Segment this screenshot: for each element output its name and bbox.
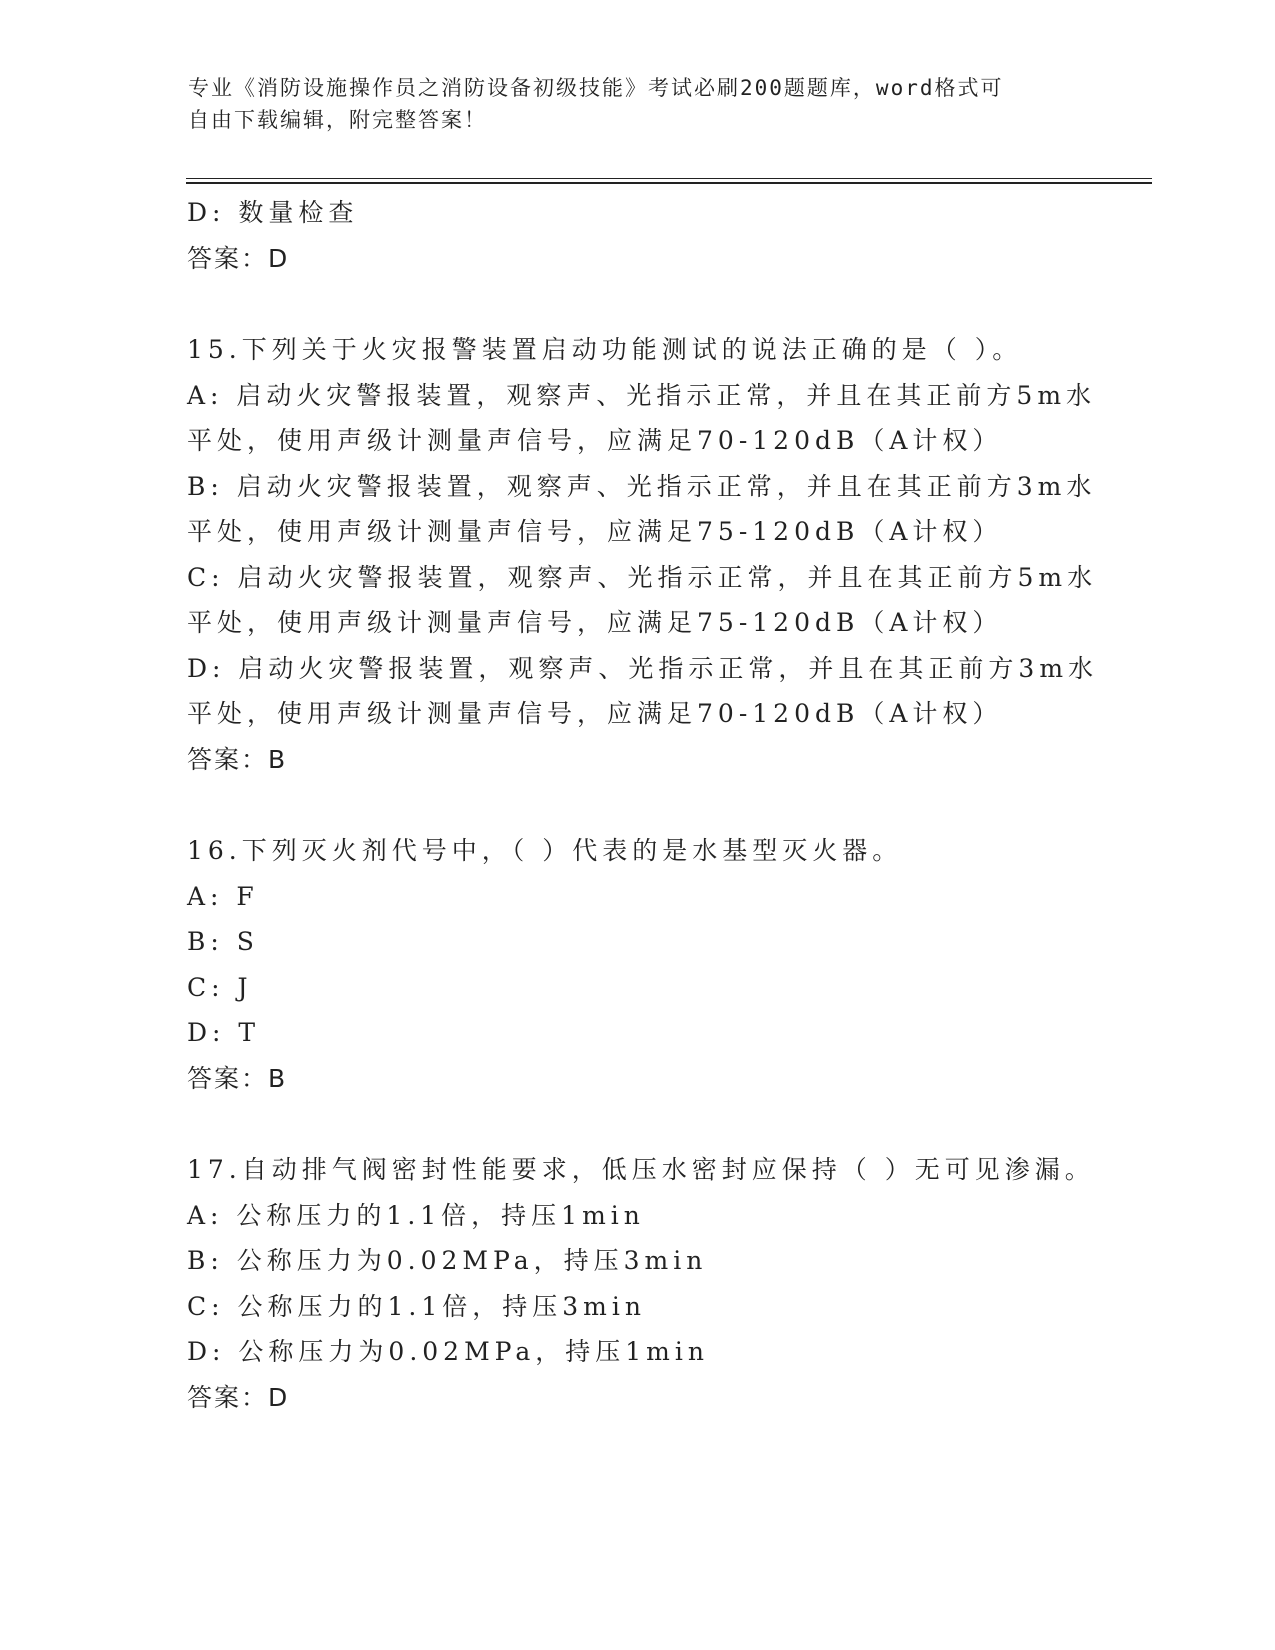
- question-15: [187, 327, 1099, 782]
- option-b-line-1: B: 启动火灾警报装置，观察声、光指示正常，并且在其正前方3m水: [187, 471, 1097, 501]
- spacer: [187, 281, 1087, 327]
- question-14-tail: [187, 190, 1087, 281]
- header-title-line-1: 专业《消防设施操作员之消防设备初级技能》考试必刷200题题库，word格式可: [188, 76, 1004, 100]
- option-d: D: 公称压力为0.02MPa，持压1min: [187, 1337, 709, 1366]
- option-c-line-2: 平处，使用声级计测量声信号，应满足75-120dB（A计权）: [187, 608, 1003, 637]
- option-a: A: F: [187, 881, 259, 911]
- option-c-line-1: C: 启动火灾警报装置，观察声、光指示正常，并且在其正前方5m水: [187, 562, 1098, 592]
- option-c: C: J: [187, 972, 253, 1002]
- spacer: [187, 782, 1087, 828]
- header-rule-thin: [186, 178, 1152, 179]
- option-d-line-1: D: 启动火灾警报装置，观察声、光指示正常，并且在其正前方3m水: [187, 653, 1099, 683]
- option-d: D: T: [187, 1018, 261, 1047]
- question-17: [187, 1147, 1095, 1420]
- question-16: [187, 828, 1087, 1101]
- header-title-line-2: 自由下载编辑，附完整答案！: [188, 108, 487, 132]
- option-a-line-1: A: 启动火灾警报装置，观察声、光指示正常，并且在其正前方5m水: [187, 380, 1097, 410]
- question-stem: 16.下列灭火剂代号中，（ ）代表的是水基型灭火器。: [187, 836, 903, 865]
- document-body: [187, 190, 1099, 1420]
- spacer: [187, 1101, 1087, 1147]
- answer-line: 答案：B: [187, 744, 288, 774]
- option-b: B: S: [187, 927, 259, 956]
- document-header: [188, 72, 1068, 136]
- option-b: B: 公称压力为0.02MPa，持压3min: [187, 1246, 708, 1275]
- answer-line: 答案：D: [187, 1382, 290, 1412]
- option-d-line-2: 平处，使用声级计测量声信号，应满足70-120dB（A计权）: [187, 699, 1003, 728]
- option-a: A: 公称压力的1.1倍，持压1min: [187, 1200, 645, 1230]
- option-a-line-2: 平处，使用声级计测量声信号，应满足70-120dB（A计权）: [187, 426, 1003, 455]
- header-rule-thick: [186, 182, 1152, 184]
- option-d: D: 数量检查: [187, 198, 359, 227]
- answer-line: 答案：B: [187, 1063, 288, 1093]
- question-stem: 17.自动排气阀密封性能要求，低压水密封应保持（ ）无可见渗漏。: [187, 1155, 1095, 1184]
- option-c: C: 公称压力的1.1倍，持压3min: [187, 1291, 646, 1321]
- answer-line: 答案：D: [187, 243, 290, 273]
- question-stem: 15.下列关于火灾报警装置启动功能测试的说法正确的是（ ）。: [187, 335, 1023, 364]
- option-b-line-2: 平处，使用声级计测量声信号，应满足75-120dB（A计权）: [187, 517, 1003, 546]
